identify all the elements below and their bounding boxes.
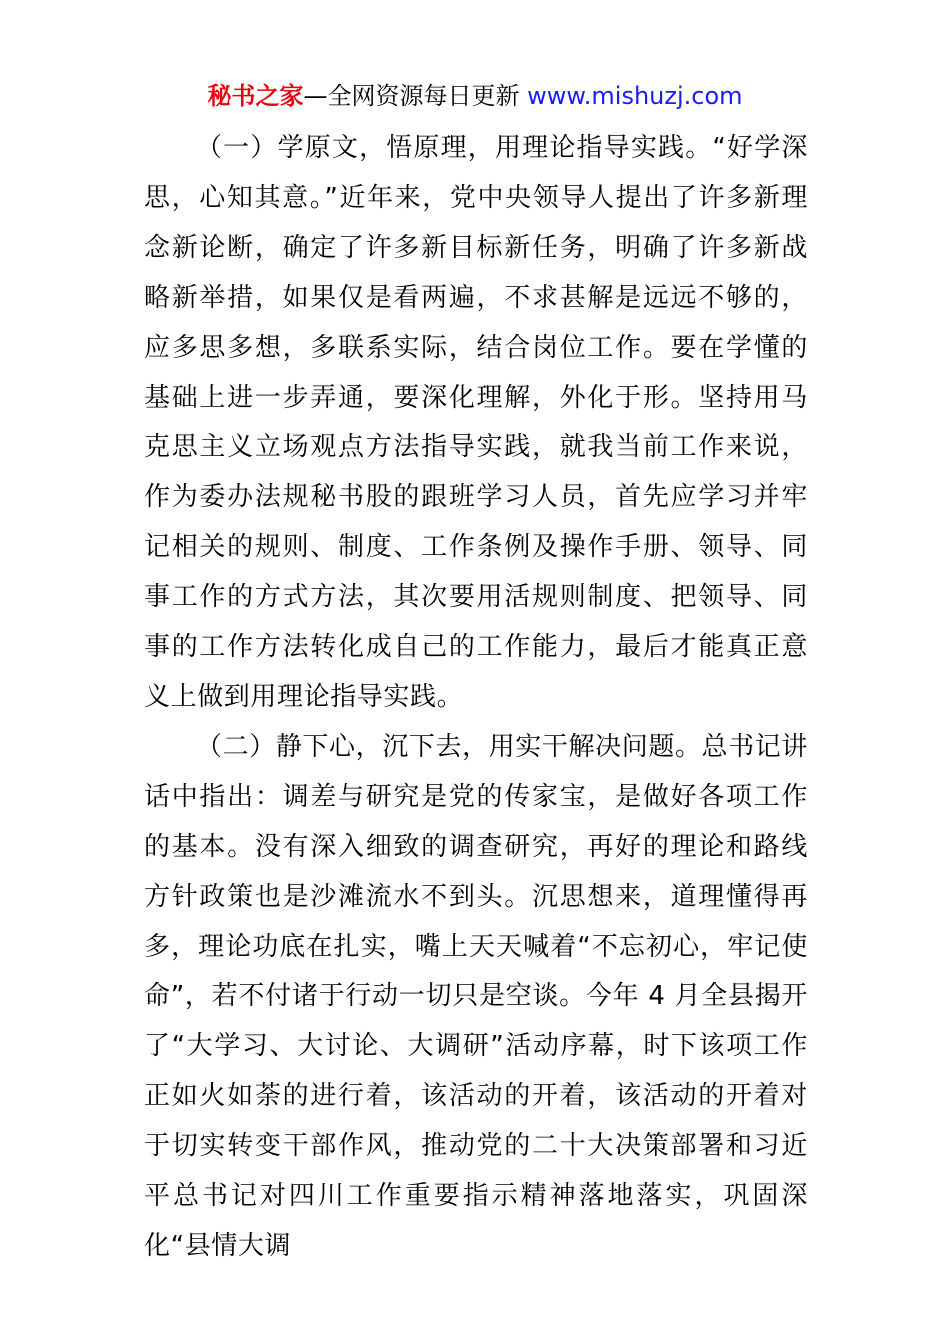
site-url-link[interactable]: www.mishuzj.com	[527, 82, 743, 110]
site-brand: 秘书之家	[207, 82, 304, 110]
site-tagline: —全网资源每日更新	[303, 82, 528, 110]
document-body	[144, 124, 808, 1272]
site-header	[0, 79, 950, 113]
paragraph-1: （一）学原文，悟原理，用理论指导实践。“好学深思，心知其意。”近年来，党中央领导人提出了许多新理念新论断，确定了许多新目标新任务，明确了许多新战略新举措，如果仅是看两遍，不求甚解是远远不够的，应多思多想，多联系实际，结合岗位工作。要在学懂的基础上进一步弄通，要深化理解，外化于形。坚持用马克思主义立场观点方法指导实践，就我当前工作来说，作为委办法规秘书股的跟班学习人员，首先应学习并牢记相关的规则、制度、工作条例及操作手册、领导、同事工作的方式方法，其次要用活规则制度、把领导、同事的工作方法转化成自己的工作能力，最后才能真正意义上做到用理论指导实践。	[144, 133, 808, 712]
paragraph-2: （二）静下心，沉下去，用实干解决问题。总书记讲话中指出：调差与研究是党的传家宝，是做好各项工作的基本。没有深入细致的调查研究，再好的理论和路线方针政策也是沙滩流水不到头。沉思想来，道理懂得再多，理论功底在扎实，嘴上天天喊着“不忘初心，牢记使命”，若不付诸于行动一切只是空谈。今年 4 月全县揭开了“大学习、大讨论、大调研”活动序幕，时下该项工作正如火如荼的进行着，该活动的开着，该活动的开着对于切实转变干部作风，推动党的二十大决策部署和习近平总书记对四川工作重要指示精神落地落实，巩固深化“县情大调	[144, 731, 808, 1261]
